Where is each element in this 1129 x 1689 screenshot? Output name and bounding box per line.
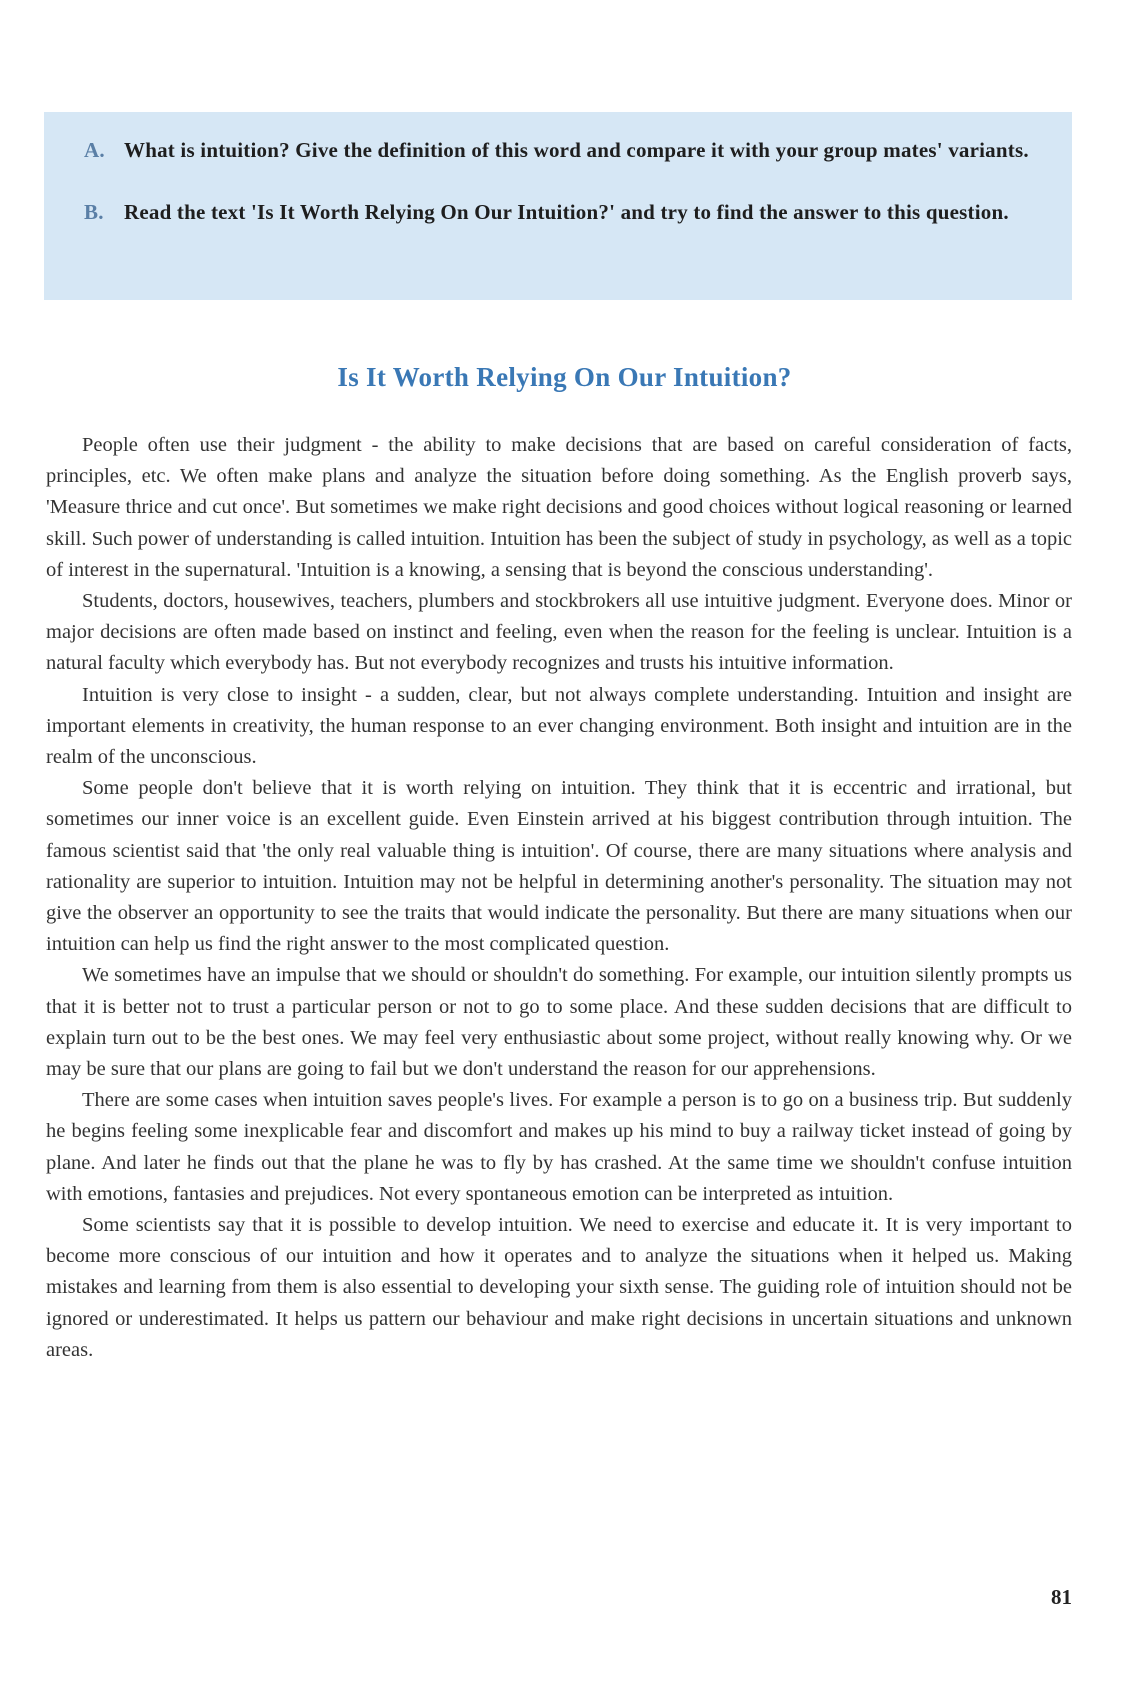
task-text: Read the text 'Is It Worth Relying On Our Intuition?' and try to find the answer to this question.	[124, 200, 1009, 224]
task-box	[44, 112, 1072, 300]
task-letter: A.	[84, 138, 105, 162]
task-a	[84, 134, 1032, 166]
paragraph: We sometimes have an impulse that we should or shouldn't do something. For example, our intuition silently prompts us that it is better not to trust a particular person or not to go to some place. And these sudden decisions that are difficult to explain turn out to be the best ones. We may feel very enthusiastic about some project, without really knowing why. Or we may be sure that our plans are going to fail but we don't understand the reason for our apprehensions.	[46, 964, 1072, 1081]
paragraph: Some scientists say that it is possible to develop intuition. We need to exercise and educate it. It is very important to become more conscious of our intuition and how it operates and to analyze the situations when it helped us. Making mistakes and learning from them is also essential to developing your sixth sense. The guiding role of intuition should not be ignored or underestimated. It helps us pattern our behaviour and make right decisions in uncertain situations and unknown areas.	[46, 1214, 1072, 1361]
task-text: What is intuition? Give the definition of this word and compare it with your group mates' variants.	[124, 138, 1029, 162]
paragraph: Some people don't believe that it is worth relying on intuition. They think that it is eccentric and irrational, but sometimes our inner voice is an excellent guide. Even Einstein arrived at his biggest contribution through intuition. The famous scientist said that 'the only real valuable thing is intuition'. Of course, there are many situations where analysis and rationality are superior to intuition. Intuition may not be helpful in determining another's personality. The situation may not give the observer an opportunity to see the traits that would indicate the personality. But there are many situations when our intuition can help us find the right answer to the most complicated question.	[46, 777, 1072, 956]
task-letter: B.	[84, 200, 104, 224]
article-body	[46, 430, 1072, 1366]
paragraph: People often use their judgment - the ability to make decisions that are based on careful consideration of facts, principles, etc. We often make plans and analyze the situation before doing something. As the English proverb says, 'Measure thrice and cut once'. But sometimes we make right decisions and good choices without logical reasoning or learned skill. Such power of understanding is called intuition. Intuition has been the subject of study in psychology, as well as a topic of interest in the supernatural. 'Intuition is a knowing, a sensing that is beyond the conscious understanding'.	[46, 434, 1072, 581]
page-number: 81	[1051, 1585, 1072, 1609]
paragraph: Students, doctors, housewives, teachers, plumbers and stockbrokers all use intuitive judgment. Everyone does. Minor or major decisions are often made based on instinct and feeling, even when the reason for the feeling is unclear. Intuition is a natural faculty which everybody has. But not everybody recognizes and trusts his intuitive information.	[46, 590, 1072, 675]
article-title: Is It Worth Relying On Our Intuition?	[337, 362, 792, 392]
paragraph: Intuition is very close to insight - a sudden, clear, but not always complete understanding. Intuition and insight are important elements in creativity, the human response to an ever changing environment. Both insight and intuition are in the realm of the unconscious.	[46, 683, 1072, 769]
paragraph: There are some cases when intuition saves people's lives. For example a person is to go on a business trip. But suddenly he begins feeling some inexplicable fear and discomfort and makes up his mind to buy a railway ticket instead of going by plane. And later he finds out that the plane he was to fly by has crashed. At the same time we shouldn't confuse intuition with emotions, fantasies and prejudices. Not every spontaneous emotion can be interpreted as intuition.	[46, 1089, 1072, 1205]
task-b	[84, 196, 1032, 228]
